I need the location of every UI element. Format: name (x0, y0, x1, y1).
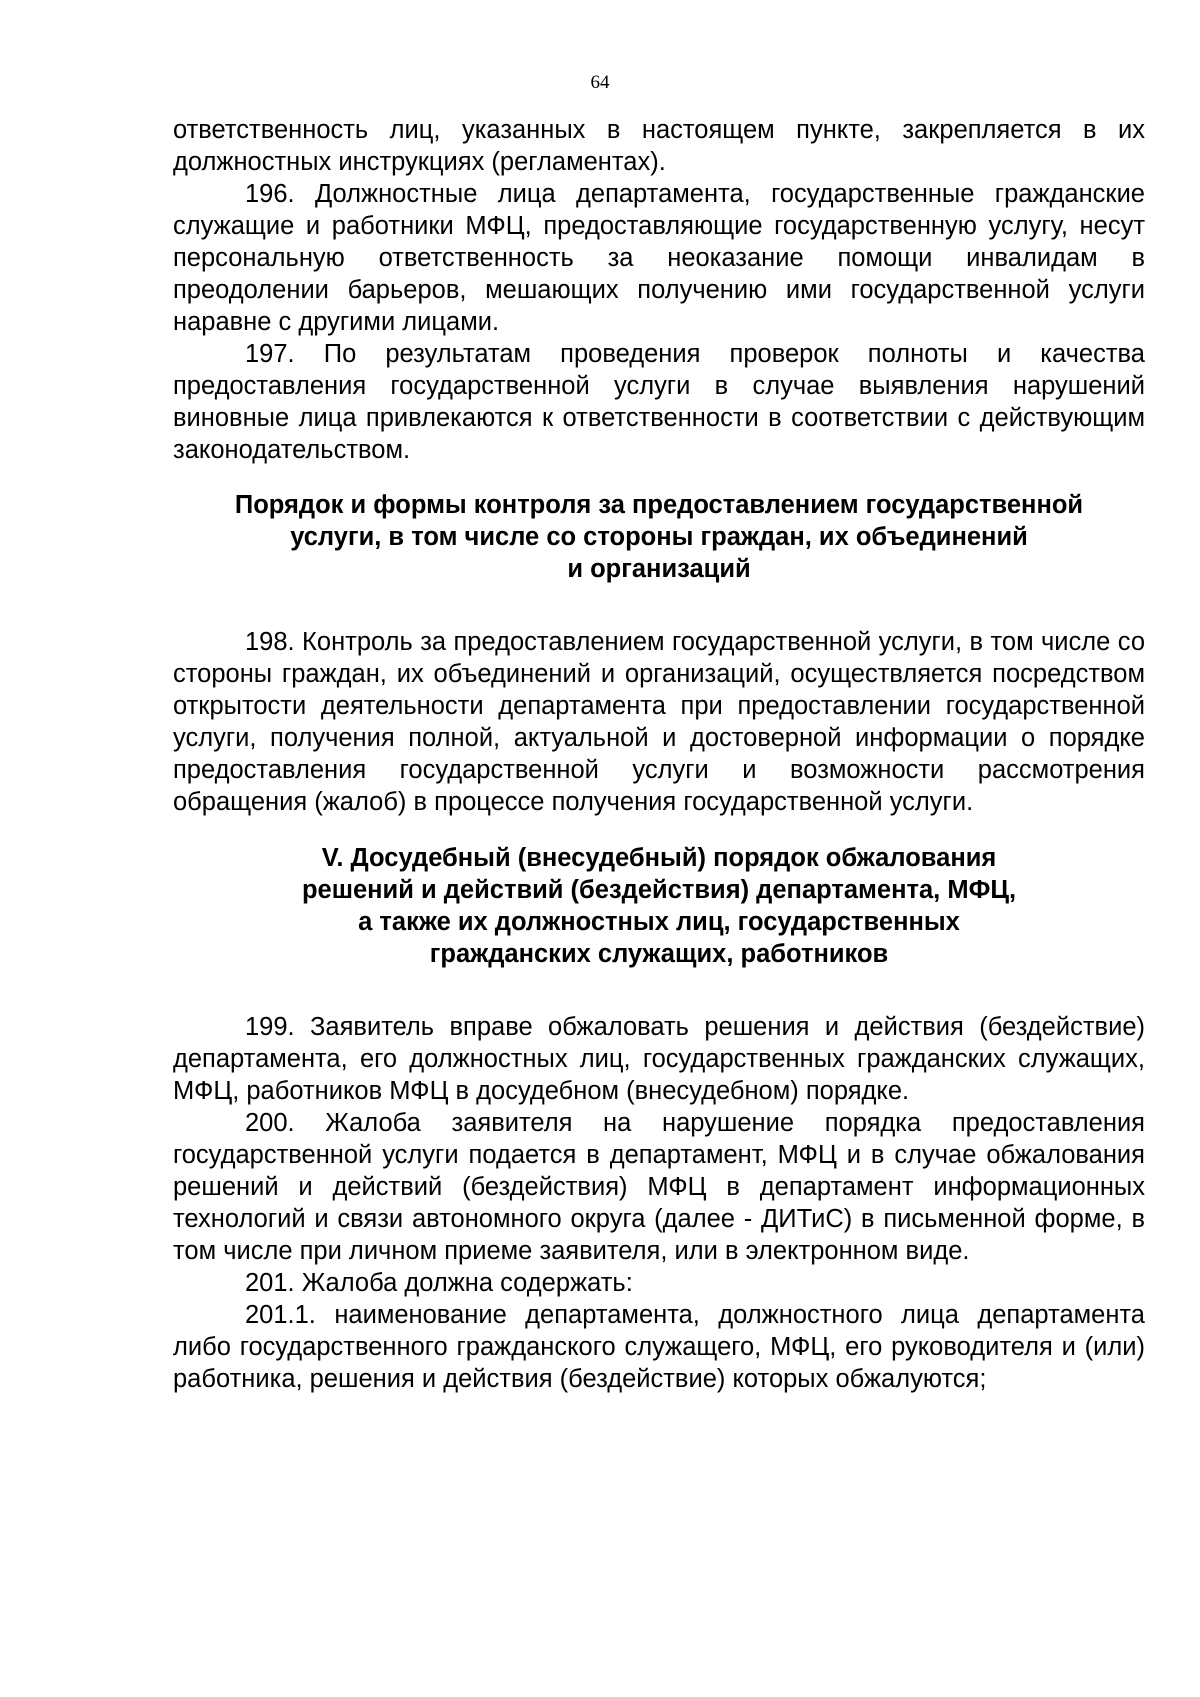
spacer (173, 585, 1145, 626)
spacer (173, 970, 1145, 1011)
paragraph-196: 196. Должностные лица департамента, государственные гражданские служащие и работники МФЦ, предоставляющие государственную услугу, несут персональную ответственность за неоказание помощи инвалидам в преодолении барьеров, мешающих получению ими государственной услуги наравне с другими лицами. (173, 180, 1145, 336)
spacer (173, 466, 1145, 489)
paragraph-continuation: ответственность лиц, указанных в настоящем пункте, закрепляется в их должностных инструкциях (регламентах). (173, 116, 1145, 176)
heading-line: V. Досудебный (внесудебный) порядок обжалования (321, 844, 997, 872)
paragraph-201-1: 201.1. наименование департамента, должностного лица департамента либо государственного гражданского служащего, МФЦ, его руководителя и (или) работника, решения и действия (бездействие) которых обжалуются; (173, 1301, 1145, 1393)
document-body (173, 114, 1145, 1395)
spacer (173, 818, 1145, 842)
heading-line: гражданских служащих, работников (429, 940, 889, 968)
paragraph-200: 200. Жалоба заявителя на нарушение порядка предоставления государственной услуги подается в департамент, МФЦ и в случае обжалования решений и действий (бездействия) МФЦ в департамент информационных технологий и связи автономного округа (далее - ДИТиС) в письменной форме, в том числе при личном приеме заявителя, или в электронном виде. (173, 1109, 1145, 1265)
heading-line: решений и действий (бездействия) департамента, МФЦ, (301, 876, 1017, 904)
paragraph-197: 197. По результатам проведения проверок полноты и качества предоставления государственной услуги в случае выявления нарушений виновные лица привлекаются к ответственности в соответствии с действующим законодательством. (173, 340, 1145, 464)
section-heading-v (173, 842, 1145, 970)
heading-line: а также их должностных лиц, государственных (358, 908, 960, 936)
paragraph-201: 201. Жалоба должна содержать: (245, 1269, 633, 1297)
page-number: 64 (590, 72, 610, 93)
section-heading-control (173, 489, 1145, 585)
heading-line: услуги, в том числе со стороны граждан, их объединений (290, 523, 1028, 551)
heading-line: и организаций (567, 555, 751, 583)
paragraph-199: 199. Заявитель вправе обжаловать решения и действия (бездействие) департамента, его должностных лиц, государственных гражданских служащих, МФЦ, работников МФЦ в досудебном (внесудебном) порядке. (173, 1013, 1145, 1105)
heading-line: Порядок и формы контроля за предоставлением государственной (234, 491, 1084, 519)
paragraph-198: 198. Контроль за предоставлением государственной услуги, в том числе со стороны граждан, их объединений и организаций, осуществляется посредством открытости деятельности департамента при предоставлении государственной услуги, получения полной, актуальной и достоверной информации о порядке предоставления государственной услуги и возможности рассмотрения обращения (жалоб) в процессе получения государственной услуги. (173, 628, 1145, 816)
